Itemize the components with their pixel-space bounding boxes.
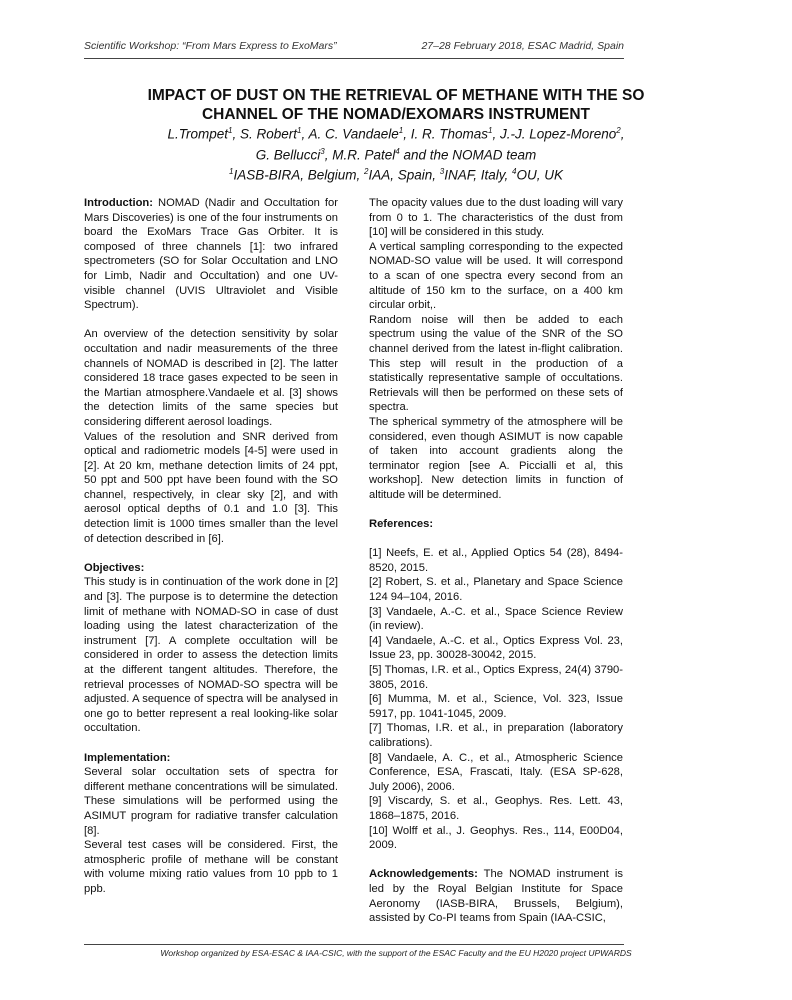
reference-item: [2] Robert, S. et al., Planetary and Space Science 124 94–104, 2016. bbox=[369, 576, 623, 604]
paper-title bbox=[60, 86, 732, 124]
running-header bbox=[84, 40, 624, 56]
introduction-heading: Introduction: bbox=[84, 197, 153, 209]
reference-item: [8] Vandaele, A. C., et al., Atmospheric Science Conference, ESA, Frascati, Italy. (ESA SP-628, July 2006), 2006. bbox=[369, 751, 623, 793]
right-column bbox=[369, 196, 623, 926]
acknowledgements-paragraph: Acknowledgements: The NOMAD instrument is led by the Royal Belgian Institute for Space Aeronomy (IASB-BIRA, Brussels, Belgium), assisted by Co-PI teams from Spain (IAA-CSIC, bbox=[369, 868, 623, 925]
page-footer: Workshop organized by ESA-ESAC & IAA-CSIC, with the support of the ESAC Faculty and the EU H2020 project UPWARDS bbox=[160, 948, 632, 958]
noise-paragraph: Random noise will then be added to each spectrum using the value of the SNR of the SO channel derived from the latest in-flight calibration. This step will result in the production of a statistically representative sample of occultations. Retrievals will then be performed on these sets of spectra. bbox=[369, 313, 623, 414]
reference-item: [1] Neefs, E. et al., Applied Optics 54 (28), 8494- 8520, 2015. bbox=[369, 547, 623, 574]
header-workshop-name: Scientific Workshop: “From Mars Express to ExoMars” bbox=[84, 40, 337, 52]
header-rule bbox=[84, 58, 624, 59]
symmetry-paragraph: The spherical symmetry of the atmosphere will be considered, even though ASIMUT is now capable of taken into account gradients along the terminator region [see A. Piccialli et al, this workshop]. New detection limits in function of altitude will be determined. bbox=[369, 415, 623, 501]
acknowledgements-heading: Acknowledgements: bbox=[369, 868, 478, 881]
objectives-heading: Objectives: bbox=[84, 561, 145, 574]
reference-item: [4] Vandaele, A.-C. et al., Optics Express Vol. 23, Issue 23, pp. 30028-30042, 2015. bbox=[369, 634, 623, 662]
values-paragraph: Values of the resolution and SNR derived from optical and radiometric models [4-5] were used in [2]. At 20 km, methane detection limits of 24 ppt, 50 ppt and 500 ppt have been found with the SO channel, respectively, in clear sky [2], and with aerosol optical depths of 0.1 and 1.0 [3]. This detection limit is 1000 times smaller than the level of detection described in [6]. bbox=[84, 430, 338, 545]
reference-item: [10] Wolff et al., J. Geophys. Res., 114, E00D04, 2009. bbox=[369, 824, 623, 852]
reference-item: [7] Thomas, I.R. et al., in preparation (laboratory calibrations). bbox=[369, 722, 623, 749]
author-line-2: G. Bellucci$^3$, M.R. Patel$^4$ and the NOMAD team bbox=[255, 146, 537, 162]
references-heading: References: bbox=[369, 518, 434, 531]
reference-item: [9] Viscardy, S. et al., Geophys. Res. Lett. 43, 1868–1875, 2016. bbox=[369, 795, 623, 822]
sampling-paragraph: A vertical sampling corresponding to the expected NOMAD-SO value will be used. It will correspond to a scan of one spectra every second from an altitude of 150 km to the surface, on a 400 km circular orbit,. bbox=[369, 240, 623, 312]
left-column bbox=[84, 196, 338, 897]
affiliations: $^1$IASB-BIRA, Belgium, $^2$IAA, Spain, $^3$INAF, Italy, $^4$OU, UK bbox=[229, 167, 563, 183]
overview-paragraph: An overview of the detection sensitivity by solar occultation and nadir measurements of the three channels of NOMAD is described in [2]. The latter considered 18 trace gases expected to be seen in the Martian atmosphere.Vandaele et al. [3] shows the detection limits of the same species but considering different aerosol loadings. bbox=[84, 328, 338, 428]
objectives-paragraph: This study is in continuation of the work done in [2] and [3]. The purpose is to determine the detection limit of methane with NOMAD-SO in case of dust loading using the latest characterization of the instrument [7]. A complete occultation will be considered in order to assess the detection limits at the different tangent altitudes. Therefore, the retrieval processes of NOMAD-SO spectra will be adjusted. A sequence of spectra will be analysed in one go to better represent a real looking-like solar occultation. bbox=[84, 576, 338, 735]
author-block bbox=[60, 122, 732, 184]
author-line-1: L.Trompet$^1$, S. Robert$^1$, A. C. Vandaele$^1$, I. R. Thomas$^1$, J.-J. Lopez-Moreno$^2$, bbox=[167, 126, 625, 142]
title-line-2: CHANNEL OF THE NOMAD/EXOMARS INSTRUMENT bbox=[201, 106, 591, 123]
implementation-paragraph-1: Several solar occultation sets of spectra for different methane concentrations will be simulated. These simulations will be performed using the ASIMUT program for radiative transfer calculation [8]. bbox=[84, 766, 338, 837]
title-line-1: IMPACT OF DUST ON THE RETRIEVAL OF METHANE WITH THE SO bbox=[147, 87, 645, 104]
opacity-paragraph: The opacity values due to the dust loading will vary from 0 to 1. The characteristics of the dust from [10] will be considered in this study. bbox=[369, 197, 623, 239]
reference-item: [3] Vandaele, A.-C. et al., Space Science Review (in review). bbox=[369, 605, 623, 633]
footer-rule bbox=[84, 944, 624, 945]
reference-item: [6] Mumma, M. et al., Science, Vol. 323, Issue 5917, pp. 1041-1045, 2009. bbox=[369, 693, 623, 720]
implementation-paragraph-2: Several test cases will be considered. First, the atmospheric profile of methane will be constant with volume mixing ratio values from 10 ppb to 1 ppb. bbox=[84, 839, 338, 895]
reference-item: [5] Thomas, I.R. et al., Optics Express, 24(4) 3790-3805, 2016. bbox=[369, 664, 623, 691]
implementation-heading: Implementation: bbox=[84, 751, 171, 764]
header-date-location: 27–28 February 2018, ESAC Madrid, Spain bbox=[421, 40, 624, 52]
introduction-paragraph: Introduction: NOMAD (Nadir and Occultation for Mars Discoveries) is one of the four instruments on board the ExoMars Trace Gas Orbiter. It is composed of three channels [1]: two infrared spectrometers (SO for Solar Occultation and LNO for Limb, Nadir and Occultation) and one UV-visible channel (UVIS Ultraviolet and Visible Spectrum). bbox=[84, 197, 338, 312]
